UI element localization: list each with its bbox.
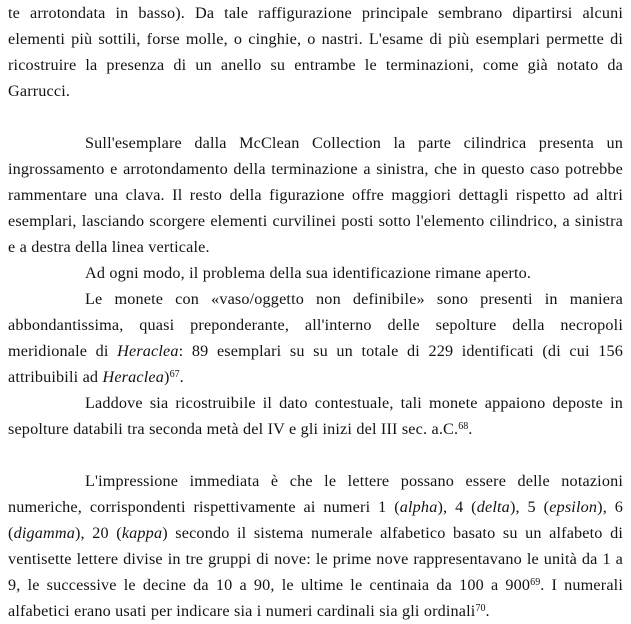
text-run: : 89 esemplari su su un totale di 229 identificati (di cui 156 attribuibili ad [8,342,623,386]
italic-greek-digamma: digamma [13,524,75,542]
text-run: ) [164,368,170,386]
footnote-marker-67[interactable]: 67 [169,368,180,380]
paragraph-continuation: te arrotondata in basso). Da tale raffigurazione principale sembrano dipartirsi alcuni elementi più sottili, forse molle, o cinghie, o nastri. L'esame di più esemplari permette di ricostruire la presenza di un anello su entrambe le terminazioni, come già notato da Garrucci. [8,4,623,100]
italic-greek-epsilon: epsilon [549,498,598,516]
text-run: ), 6 ( [8,498,624,542]
text-run: . [485,602,490,620]
footnote-marker-70[interactable]: 70 [475,602,486,614]
text-run: ), 5 ( [509,498,550,516]
text-run: Laddove sia ricostruibile il dato contestuale, tali monete appaiono deposte in sepolture databili tra seconda metà del IV e gli inizi del III sec. a.C. [8,394,623,438]
italic-greek-alpha: alpha [399,498,438,516]
footnote-marker-68[interactable]: 68 [458,420,469,432]
italic-heraclea-2: Heraclea [102,368,164,386]
paragraph-laddove [8,390,623,442]
paragraph-mcclean-collection: Sull'esemplare dalla McClean Collection la parte cilindrica presenta un ingrossamento e arrotondamento della terminazione a sinistra, che in questo caso potrebbe rammentare una clava. Il resto della figurazione offre maggiori dettagli rispetto ad altri esemplari, lasciando scorgere elementi curvilinei posti sotto l'elemento cilindrico, a sinistra e a destra della linea verticale. [8,134,623,256]
paragraph-limpressione [8,468,623,624]
paragraph-le-monete [8,286,623,390]
italic-greek-delta: delta [476,498,510,516]
text-run: ), 20 ( [74,524,122,542]
text-column [8,0,623,624]
text-run: . [179,368,184,386]
text-run: . [468,420,473,438]
footnote-marker-69[interactable]: 69 [530,576,541,588]
text-run: . I numerali alfabetici erano usati per indicare sia i numeri cardinali sia gli ordinali [8,576,624,620]
text-run: ), 4 ( [437,498,477,516]
paragraph-ad-ogni-modo: Ad ogni modo, il problema della sua identificazione rimane aperto. [85,264,532,282]
italic-greek-kappa: kappa [121,524,163,542]
text-run: Le monete con «vaso/oggetto non definibile» sono presenti in maniera abbondantissima, quasi preponderante, all'interno delle sepolture della necropoli meridionale di [8,290,623,360]
italic-heraclea-1: Heraclea [117,342,179,360]
text-run: L'impressione immediata è che le lettere possano essere delle notazioni numeriche, corrispondenti rispettivamente ai numeri 1 ( [8,472,623,516]
text-run: ) secondo il sistema numerale alfabetico basato su un alfabeto di ventisette lettere divise in tre gruppi di nove: le prime nove rappresentavano le unità da 1 a 9, le successive le decine da 10 a 90, le ultime le centinaia da 100 a 900 [8,524,623,594]
